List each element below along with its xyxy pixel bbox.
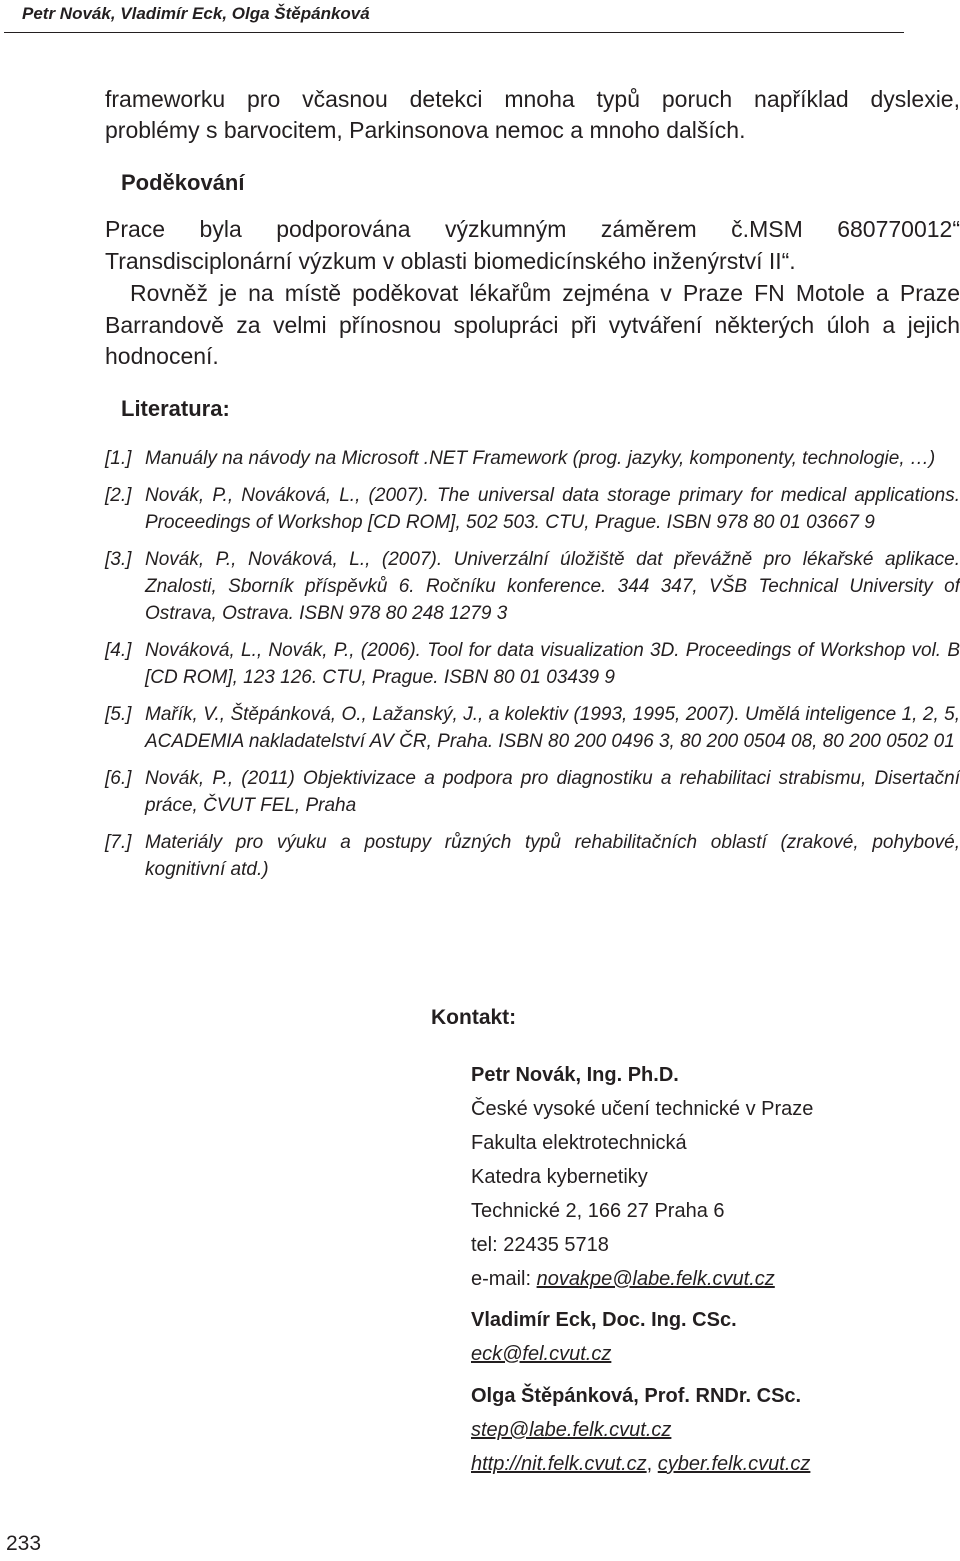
reference-item [105, 637, 960, 691]
reference-list [105, 445, 960, 893]
email-label: e-mail: [471, 1268, 537, 1290]
reference-number: [3.] [105, 549, 132, 570]
running-header: Petr Novák, Vladimír Eck, Olga Štěpánková [22, 4, 370, 23]
reference-number: [4.] [105, 640, 132, 661]
reference-text: Novák, P., (2011) Objektivizace a podpora pro diagnostiku a rehabilitaci strabismu, Disertační práce, ČVUT FEL, Praha [145, 768, 960, 816]
reference-number: [6.] [105, 768, 132, 789]
reference-text: Manuály na návody na Microsoft .NET Framework (prog. jazyky, komponenty, technologie, …) [145, 448, 936, 469]
contact-name: Petr Novák, Ing. Ph.D. [471, 1064, 679, 1086]
reference-item [105, 829, 960, 883]
acknowledgement-line-1: Prace byla podporována výzkumným záměrem č.MSM 680770012“ [105, 216, 960, 242]
reference-item [105, 546, 960, 627]
contact-block-eck [471, 1303, 941, 1371]
contact-email-row [471, 1337, 941, 1371]
reference-item [105, 765, 960, 819]
page-number: 233 [6, 1532, 42, 1555]
intro-line-1: frameworku pro včasnou detekci mnoha typů poruch například dyslexie, [105, 86, 960, 112]
web-separator: , [646, 1453, 658, 1475]
reference-text: Nováková, L., Novák, P., (2006). Tool for data visualization 3D. Proceedings of Workshop vol. B [CD ROM], 123 126. CTU, Prague. ISBN 80 01 03439 9 [145, 640, 960, 688]
reference-item [105, 445, 960, 472]
reference-text: Mařík, V., Štěpánková, O., Lažanský, J., a kolektiv (1993, 1995, 2007). Umělá inteligence 1, 2, 5, ACADEMIA nakladatelství AV ČR, Praha. ISBN 80 200 0496 3, 80 200 0504 08, 80 200 0502 01 [145, 704, 960, 752]
contact-name: Olga Štěpánková, Prof. RNDr. CSc. [471, 1385, 802, 1407]
contact-heading: Kontakt: [431, 1006, 517, 1029]
email-link[interactable]: novakpe@labe.felk.cvut.cz [536, 1268, 775, 1290]
email-link[interactable]: step@labe.felk.cvut.cz [471, 1419, 672, 1441]
web-link[interactable]: cyber.felk.cvut.cz [657, 1453, 811, 1475]
contact-email-row [471, 1413, 941, 1447]
reference-item [105, 482, 960, 536]
header-rule [4, 32, 904, 33]
reference-item [105, 701, 960, 755]
literature-heading: Literatura: [121, 396, 230, 421]
acknowledgement-line-2: Transdisciplonární výzkum v oblasti biomedicínského inženýrství II“. [105, 248, 796, 274]
email-link[interactable]: eck@fel.cvut.cz [471, 1343, 612, 1365]
reference-number: [2.] [105, 485, 132, 506]
contact-address: Technické 2, 166 27 Praha 6 [471, 1200, 725, 1222]
web-link[interactable]: http://nit.felk.cvut.cz [471, 1453, 647, 1475]
contact-block-novak [471, 1058, 941, 1296]
reference-number: [7.] [105, 832, 132, 853]
acknowledgement-line-3: Rovněž je na místě poděkovat lékařům zejména v Praze FN Motole a Praze [130, 280, 960, 306]
reference-number: [1.] [105, 448, 132, 469]
contact-block-stepankova [471, 1379, 941, 1481]
intro-line-2: problémy s barvocitem, Parkinsonova nemoc a mnoho dalších. [105, 117, 746, 143]
contact-department: Katedra kybernetiky [471, 1166, 648, 1188]
contact-phone: tel: 22435 5718 [471, 1234, 609, 1256]
contact-email-row [471, 1262, 941, 1296]
acknowledgement-line-5: hodnocení. [105, 343, 219, 369]
acknowledgement-heading: Poděkování [121, 170, 245, 195]
reference-text: Novák, P., Nováková, L., (2007). Univerzální úložiště dat převážně pro lékařské aplikace. Znalosti, Sborník příspěvků 6. Ročníku konference. 344 347, VŠB Technical University of Ostrava, Ostrava. ISBN 978 80 248 1279 3 [145, 549, 960, 624]
contact-web-row [471, 1447, 941, 1481]
reference-text: Novák, P., Nováková, L., (2007). The universal data storage primary for medical applications. Proceedings of Workshop [CD ROM], 502 503. CTU, Prague. ISBN 978 80 01 03667 9 [145, 485, 960, 533]
reference-text: Materiály pro výuku a postupy různých typů rehabilitačních oblastí (zrakové, pohybové, kognitivní atd.) [145, 832, 960, 880]
acknowledgement-line-4: Barrandově za velmi přínosnou spolupráci při vytváření některých úloh a jejich [105, 312, 960, 338]
reference-number: [5.] [105, 704, 132, 725]
contact-university: České vysoké učení technické v Praze [471, 1098, 814, 1120]
contact-name: Vladimír Eck, Doc. Ing. CSc. [471, 1309, 737, 1331]
contact-faculty: Fakulta elektrotechnická [471, 1132, 687, 1154]
